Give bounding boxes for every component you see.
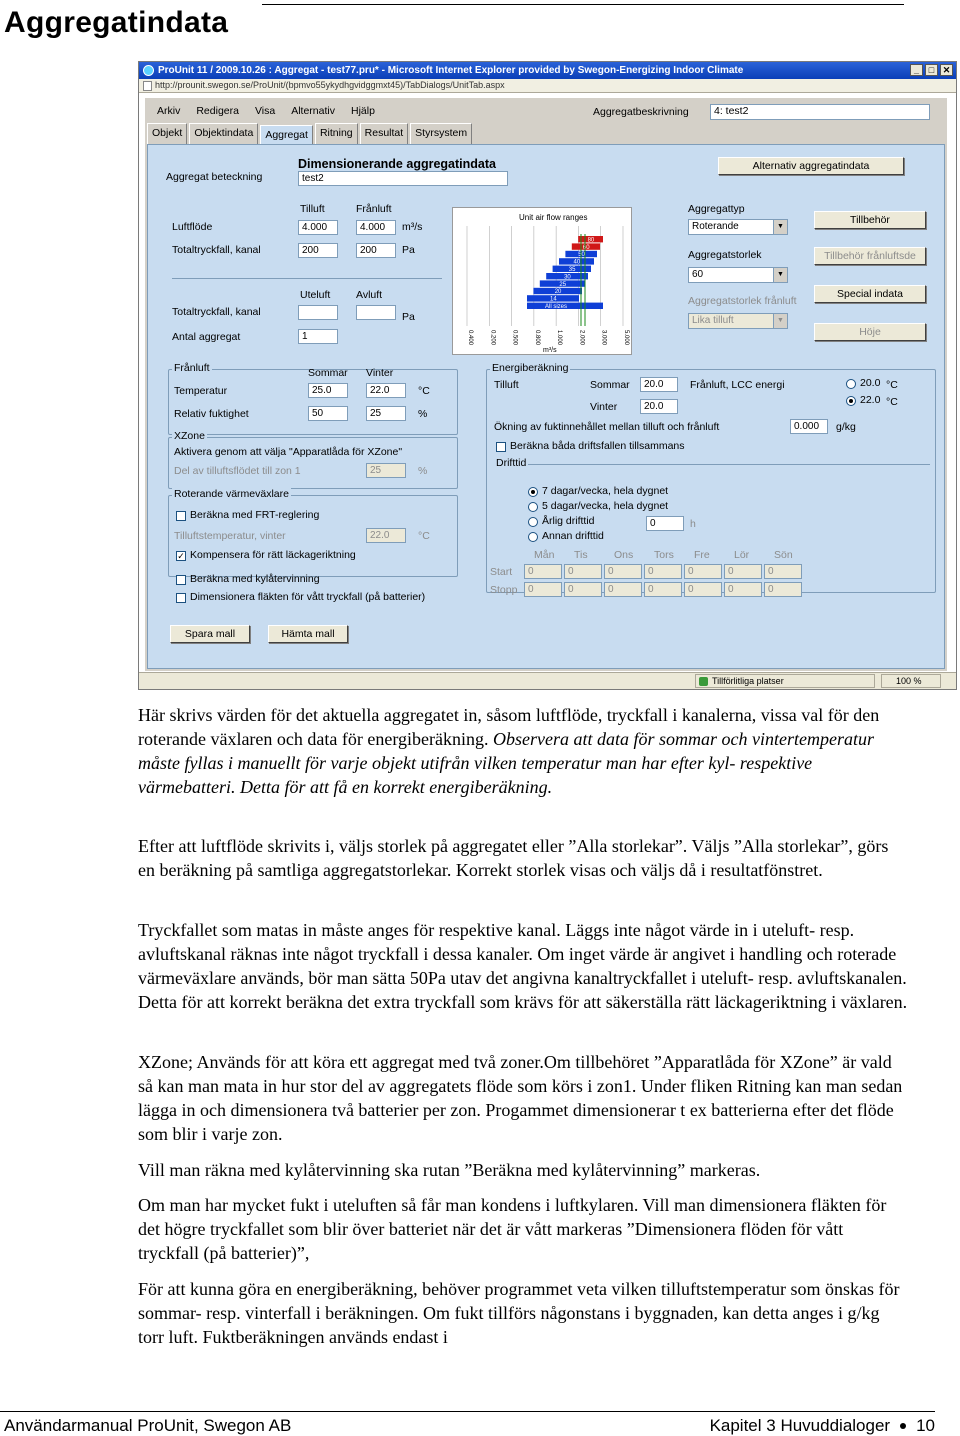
tryckfall-unit: Pa	[402, 244, 415, 256]
storlek-select[interactable]	[688, 267, 788, 283]
chart-size-label: 30	[564, 274, 571, 281]
franluft-legend: Frånluft	[174, 362, 210, 374]
page-title: Aggregatindata	[4, 6, 229, 39]
drifttid-radio-arlig[interactable]	[528, 517, 538, 527]
close-icon[interactable]: ✕	[940, 64, 953, 76]
menu-hjalp[interactable]: Hjälp	[351, 105, 375, 117]
chart-xlabel: m³/s	[543, 347, 557, 354]
start-cell[interactable]: 0	[564, 564, 602, 579]
footer-page: 10	[916, 1416, 935, 1435]
luftflode-unit: m³/s	[402, 221, 423, 233]
tryckfall-uteluft-input[interactable]	[298, 305, 338, 320]
start-cell[interactable]: 0	[684, 564, 722, 579]
paragraph-1-normal: Här skrivs värden för det aktuella aggregatet in, såsom luftflöde, tryckfall i kanalerna, vissa val för den roterande växlaren och data för energiberäkning.	[138, 705, 880, 749]
radio2-label: 22.0	[860, 394, 881, 406]
xzone-del-label: Del av tilluftsflödet till zon 1	[174, 465, 301, 477]
chart-title: Unit air flow ranges	[519, 213, 588, 222]
stopp-cell[interactable]: 0	[524, 582, 562, 597]
chart-size-label: 60	[582, 244, 590, 251]
bada-driftsfall-label: Beräkna båda driftsfallen tillsammans	[510, 440, 685, 452]
temp-vinter-input[interactable]: 22.0	[366, 383, 406, 398]
drifttid-opt4-label: Annan drifttid	[542, 530, 604, 542]
aggregatbeskrivning-input[interactable]: 4: test2	[710, 104, 930, 120]
menu-arkiv[interactable]: Arkiv	[157, 105, 181, 117]
fukt-unit: %	[418, 408, 428, 420]
prounit-app	[145, 98, 947, 671]
tillbehor-franluft-button[interactable]: Tillbehör frånluftsde	[814, 247, 926, 265]
antal-label: Antal aggregat	[172, 331, 241, 343]
hamta-mall-button[interactable]: Hämta mall	[268, 625, 348, 643]
bada-driftsfall-checkbox[interactable]	[496, 442, 506, 452]
paragraph-5: Vill man räkna med kylåtervinning ska rutan ”Beräkna med kylåtervinning” markeras.	[138, 1160, 761, 1180]
menu-bar	[149, 102, 383, 120]
antal-input[interactable]: 1	[298, 329, 338, 344]
paragraph-2: Efter att luftflöde skrivits i, väljs storlek på aggregatet eller ”Alla storlekar”. Väljs ”Alla storlekar”, görs en beräkning på samtliga aggregatstorlekar. Korrekt storlek visas och väljs då i resultatfönstret.	[138, 836, 889, 880]
paragraph-1-italic: Observera att data för sommar och vintertemperatur måste fyllas i manuellt för varje objekt utifrån vilken temperatur man har efter kyl- respektive värmebatteri. Detta för att få en korrekt energiberäkning.	[138, 729, 874, 797]
tab-resultat[interactable]: Resultat	[360, 123, 409, 144]
browser-content	[139, 93, 956, 672]
panel-title: Dimensionerande aggregatindata	[298, 157, 496, 171]
air-flow-chart	[452, 207, 632, 355]
kompensera-label: Kompensera för rätt läckageriktning	[190, 549, 356, 561]
aggregattyp-label: Aggregattyp	[688, 203, 745, 215]
day-label: Lör	[734, 549, 750, 561]
tryckfall-kanal-label: Totaltryckfall, kanal	[172, 244, 261, 256]
chart-xtick-label: 2.000	[578, 330, 585, 346]
franluft-vinter-label: Vinter	[366, 367, 394, 379]
drifttid-legend: Drifttid	[496, 457, 527, 469]
start-label: Start	[490, 566, 513, 578]
storlek-value: 60	[692, 269, 704, 280]
aggregattyp-value: Roterande	[692, 221, 739, 232]
hoje-button[interactable]: Höje	[814, 323, 926, 341]
day-label: Tors	[654, 549, 674, 561]
luftflode-tilluft-input[interactable]: 4.000	[298, 220, 338, 235]
day-label: Mån	[534, 549, 555, 561]
xzone-activate-label: Aktivera genom att välja "Apparatlåda för XZone"	[174, 446, 403, 458]
tab-bar	[147, 123, 472, 144]
spara-mall-button[interactable]: Spara mall	[170, 625, 250, 643]
tilluft-col-label: Tilluft	[300, 203, 325, 215]
energi-sommar-input[interactable]: 20.0	[640, 377, 678, 392]
xzone-group	[168, 437, 458, 489]
start-cell[interactable]: 0	[524, 564, 562, 579]
tab-objektindata[interactable]: Objektindata	[189, 123, 258, 144]
browser-icon	[143, 65, 154, 76]
menu-alternativ[interactable]: Alternativ	[291, 105, 335, 117]
security-zone	[695, 674, 875, 688]
day-label: Sön	[774, 549, 793, 561]
aggregattyp-select[interactable]	[688, 219, 788, 235]
day-label: Fre	[694, 549, 710, 561]
drifttid-divider	[494, 464, 930, 465]
stopp-cell[interactable]: 0	[684, 582, 722, 597]
radio1-unit: °C	[886, 379, 898, 391]
temp-unit: °C	[418, 385, 430, 397]
chart-all-sizes-label: All sizes	[545, 304, 568, 310]
start-cell[interactable]: 0	[724, 564, 762, 579]
uteluft-col-label: Uteluft	[300, 289, 331, 301]
drifttid-opt3-label: Årlig drifttid	[542, 515, 595, 527]
vatt-tryckfall-label: Dimensionera fläkten för vått tryckfall (på batterier)	[190, 591, 426, 603]
franluft-sommar-label: Sommar	[308, 367, 348, 379]
energi-legend: Energiberäkning	[492, 362, 569, 374]
paragraph-4: XZone; Används för att köra ett aggregat med två zoner.Om tillbehöret ”Apparatlåda för XZone” är vald så kan man mata in hur stor del av aggregatets flöde som körs i zon1. Under fliken Ritning kan man sedan lägga in och dimensionera två batterier per zon. Progammet dimensionerar t ex batterierna efter det flöde som blir i varje zon.	[138, 1052, 903, 1144]
franluft-temp-radio-1[interactable]	[846, 379, 856, 389]
storlek-franluft-label: Aggregatstorlek frånluft	[688, 295, 797, 307]
xzone-del-unit: %	[418, 465, 428, 477]
special-indata-button[interactable]: Special indata	[814, 285, 926, 303]
divider	[172, 278, 442, 279]
app-screenshot	[138, 61, 957, 690]
zoom-text: 100 %	[896, 676, 922, 686]
tryckfall-avluft-input[interactable]	[356, 305, 396, 320]
start-cell[interactable]: 0	[604, 564, 642, 579]
okning-input[interactable]: 0.000	[790, 419, 828, 434]
drifttid-radio-5dagar[interactable]	[528, 502, 538, 512]
okning-unit: g/kg	[836, 421, 856, 433]
start-cell[interactable]: 0	[644, 564, 682, 579]
frt-checkbox[interactable]	[176, 511, 186, 521]
footer-chapter: Kapitel 3 Huvuddialoger	[709, 1416, 891, 1435]
luftflode-label: Luftflöde	[172, 221, 213, 233]
tab-ritning[interactable]: Ritning	[315, 123, 358, 144]
stopp-cell[interactable]: 0	[564, 582, 602, 597]
security-zone-text: Tillförlitliga platser	[712, 676, 784, 686]
address-text: http://prounit.swegon.se/ProUnit/(bpmvo55ykydhgvidggmxt45)/TabDialogs/UnitTab.aspx	[155, 80, 505, 90]
maximize-icon[interactable]: □	[925, 64, 938, 76]
chart-size-label: 20	[554, 289, 562, 296]
chart-size-label: 25	[559, 281, 567, 288]
page-icon	[143, 81, 152, 91]
chart-xtick-label: 0.200	[489, 330, 496, 346]
franluft-col-label: Frånluft	[356, 203, 392, 215]
kylatervinning-checkbox[interactable]	[176, 575, 186, 585]
menu-redigera[interactable]: Redigera	[196, 105, 239, 117]
xzone-legend: XZone	[174, 430, 205, 442]
paragraph-6: Om man har mycket fukt i uteluften så får man kondens i luftkylaren. Vill man dimensionera fläkten för det högre tryckfallet som blir över batteriet när det är vått markeras ”Dimensionera flöden för vått tryckfall (på batterier)”,	[138, 1195, 887, 1263]
chart-size-label: 50	[578, 252, 585, 259]
tilluftstemp-label: Tilluftstemperatur, vinter	[174, 530, 286, 542]
chart-size-label: 40	[573, 259, 581, 266]
chart-xtick-label: 1.000	[556, 330, 563, 346]
temperatur-label: Temperatur	[174, 385, 228, 397]
franluft-lcc-label: Frånluft, LCC energi	[690, 379, 785, 391]
beteckning-input[interactable]: test2	[298, 171, 508, 186]
drifttid-opt1-label: 7 dagar/vecka, hela dygnet	[542, 485, 669, 497]
energi-tilluft-label: Tilluft	[494, 379, 519, 391]
chart-xtick-label: 0.500	[511, 330, 518, 346]
radio1-label: 20.0	[860, 377, 881, 389]
tryckfall-franluft-input[interactable]: 200	[356, 243, 396, 258]
bullet-icon	[900, 1423, 906, 1429]
okning-label: Ökning av fuktinnehållet mellan tilluft och frånluft	[494, 421, 720, 433]
chevron-down-icon: ▼	[773, 314, 787, 328]
vatt-tryckfall-checkbox[interactable]	[176, 593, 186, 603]
chart-xtick-label: 0.400	[467, 330, 473, 346]
tilluftstemp-unit: °C	[418, 530, 430, 542]
fukt-label: Relativ fuktighet	[174, 408, 249, 420]
radio2-unit: °C	[886, 396, 898, 408]
xzone-del-input[interactable]: 25	[366, 463, 406, 478]
stopp-cell[interactable]: 0	[724, 582, 762, 597]
beteckning-label: Aggregat beteckning	[166, 171, 263, 183]
status-bar	[139, 672, 956, 689]
zoom-level[interactable]	[881, 674, 941, 688]
tryckfall-kanal2-label: Totaltryckfall, kanal	[172, 306, 261, 318]
shield-icon	[699, 677, 708, 686]
stopp-cell[interactable]: 0	[764, 582, 802, 597]
alternativ-aggregatindata-button[interactable]: Alternativ aggregatindata	[718, 157, 904, 175]
start-cell[interactable]: 0	[764, 564, 802, 579]
chart-size-label: 14	[550, 296, 557, 303]
kylatervinning-label: Beräkna med kylåtervinning	[190, 573, 320, 585]
chevron-down-icon: ▼	[773, 220, 787, 234]
window-titlebar	[139, 62, 956, 79]
fukt-vinter-input[interactable]: 25	[366, 406, 406, 421]
aggregat-panel	[147, 144, 945, 669]
stopp-cell[interactable]: 0	[644, 582, 682, 597]
air-flow-chart-svg	[453, 208, 633, 356]
minimize-icon[interactable]: _	[910, 64, 923, 76]
footer-rule	[0, 1411, 935, 1412]
body-text	[138, 703, 908, 799]
tilluftstemp-input[interactable]: 22.0	[366, 528, 406, 543]
drifttid-opt2-label: 5 dagar/vecka, hela dygnet	[542, 500, 669, 512]
avluft-col-label: Avluft	[356, 289, 383, 301]
frt-label: Beräkna med FRT-reglering	[190, 509, 320, 521]
paragraph-3: Tryckfallet som matas in måste anges för respektive kanal. Läggs inte något värde in i uteluft- resp. avluftskanal räknas inte något tryckfall i dessa kanaler. Om inget värde är angivet i handling och roterade värmeväxlare används, bör man sätta 50Pa utav det angivna kanaltryckfallet i uteluft- resp. avluftskanalen. Detta för att korrekt beräkna det extra tryckfall som krävs för att säkerställa rätt läckageriktning i växlaren.	[138, 920, 908, 1012]
chart-xtick-label: 0.800	[533, 330, 540, 346]
tryckfall2-unit: Pa	[402, 311, 415, 323]
day-label: Tis	[574, 549, 588, 561]
day-label: Ons	[614, 549, 634, 561]
stopp-cell[interactable]: 0	[604, 582, 642, 597]
luftflode-franluft-input[interactable]: 4.000	[356, 220, 396, 235]
stopp-label: Stopp	[490, 584, 518, 596]
drifttid-radio-7dagar[interactable]	[528, 487, 538, 497]
fukt-sommar-input[interactable]: 50	[308, 406, 348, 421]
drifttid-radio-annan[interactable]	[528, 532, 538, 542]
storlek-franluft-select[interactable]	[688, 313, 788, 329]
energi-sommar-label: Sommar	[590, 379, 630, 391]
paragraph-1	[138, 703, 908, 799]
chart-size-label: 80	[587, 237, 595, 244]
storlek-label: Aggregatstorlek	[688, 249, 762, 261]
chevron-down-icon: ▼	[773, 268, 787, 282]
tab-styrsystem[interactable]: Styrsystem	[410, 123, 472, 144]
chart-size-label: 35	[568, 267, 576, 273]
rotor-legend: Roterande värmeväxlare	[174, 488, 289, 500]
address-bar[interactable]	[139, 79, 956, 93]
tab-aggregat[interactable]: Aggregat	[260, 125, 313, 144]
arlig-drifttid-unit: h	[690, 518, 696, 530]
header-rule	[262, 4, 904, 5]
aggregatbeskrivning-label: Aggregatbeskrivning	[593, 106, 689, 118]
temp-sommar-input[interactable]: 25.0	[308, 383, 348, 398]
energi-vinter-label: Vinter	[590, 401, 618, 413]
tillbehor-button[interactable]: Tillbehör	[814, 211, 926, 229]
tab-objekt[interactable]: Objekt	[147, 123, 187, 144]
paragraph-7: För att kunna göra en energiberäkning, behöver programmet veta vilken tilluftstemperatur som önskas för sommar- resp. vinterfall i beräkningen. Om fukt tillförs någonstans i byggnaden, kan detta anges i g/kg torr luft. Fuktberäkningen används endast i	[138, 1279, 900, 1347]
chart-xtick-label: 5.000	[623, 330, 629, 346]
kompensera-checkbox[interactable]: ✓	[177, 551, 185, 561]
footer-right	[710, 1416, 935, 1436]
arlig-drifttid-input[interactable]: 0	[646, 516, 684, 531]
storlek-franluft-value: Lika tilluft	[692, 315, 734, 326]
menu-visa[interactable]: Visa	[254, 105, 276, 117]
footer-left: Användarmanual ProUnit, Swegon AB	[4, 1416, 292, 1435]
tryckfall-tilluft-input[interactable]: 200	[298, 243, 338, 258]
energi-vinter-input[interactable]: 20.0	[640, 399, 678, 414]
chart-xtick-label: 3.000	[600, 330, 607, 346]
window-title: ProUnit 11 / 2009.10.26 : Aggregat - test77.pru* - Microsoft Internet Explorer provided by Swegon-Energizing Indoor Climate	[158, 65, 744, 76]
franluft-temp-radio-2[interactable]	[846, 396, 856, 406]
